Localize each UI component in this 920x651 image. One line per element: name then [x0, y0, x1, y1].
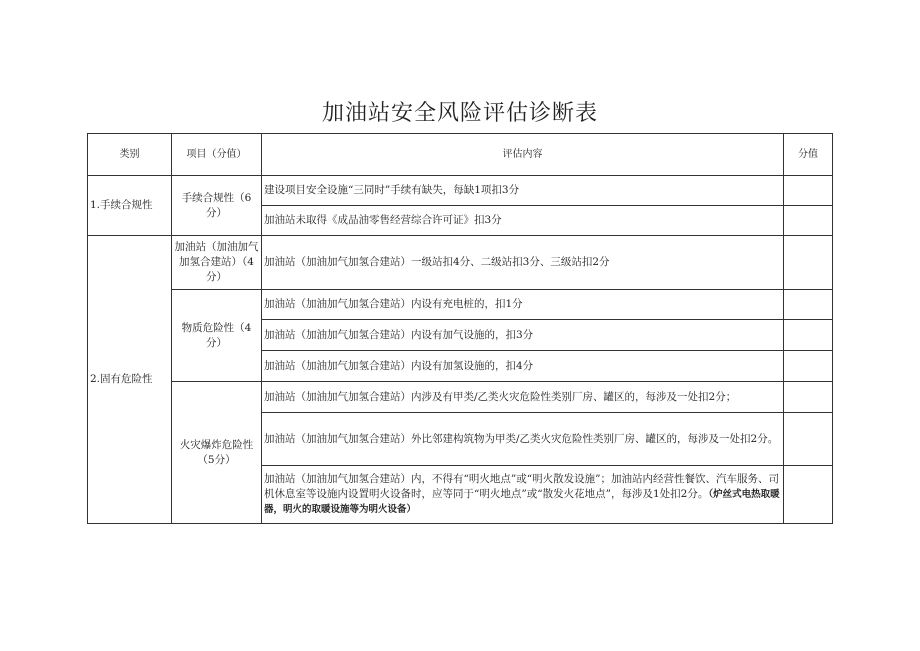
header-row	[88, 134, 833, 176]
score-cell[interactable]	[784, 290, 833, 320]
score-cell[interactable]	[784, 413, 833, 466]
content-cell: 建设项目安全设施“三同时”手续有缺失，每缺1项扣3分	[262, 176, 784, 206]
header-content: 评估内容	[262, 134, 784, 176]
item-cell: 加油站（加油加气加氢合建站）（4分）	[172, 236, 262, 290]
content-note: （炉丝式电热取暖器，明火的取暖设施等为明火设备）	[264, 489, 780, 515]
table-row	[88, 290, 833, 320]
header-item: 项目（分值）	[172, 134, 262, 176]
item-cell: 物质危险性（4分）	[172, 290, 262, 382]
content-cell: 加油站（加油加气加氢合建站）内设有加氢设施的，扣4分	[262, 351, 784, 382]
score-cell[interactable]	[784, 236, 833, 290]
header-score: 分值	[784, 134, 833, 176]
content-cell: 加油站（加油加气加氢合建站）一级站扣4分、二级站扣3分、三级站扣2分	[262, 236, 784, 290]
item-cell: 手续合规性（6分）	[172, 176, 262, 236]
table-row	[88, 382, 833, 413]
content-cell: 加油站未取得《成品油零售经营综合许可证》扣3分	[262, 206, 784, 236]
category-cell: 2.固有危险性	[88, 236, 172, 524]
content-cell: 加油站（加油加气加氢合建站）外比邻建构筑物为甲类/乙类火灾危险性类别厂房、罐区的，每涉及一处扣2分。	[262, 413, 784, 466]
table-row	[88, 236, 833, 290]
score-cell[interactable]	[784, 382, 833, 413]
content-cell	[262, 466, 784, 524]
item-cell: 火灾爆炸危险性（5分）	[172, 382, 262, 524]
table-row	[88, 176, 833, 206]
assessment-table	[87, 133, 833, 524]
score-cell[interactable]	[784, 206, 833, 236]
content-cell: 加油站（加油加气加氢合建站）内设有加气设施的，扣3分	[262, 320, 784, 351]
page-title: 加油站安全风险评估诊断表	[321, 101, 598, 126]
category-cell: 1.手续合规性	[88, 176, 172, 236]
score-cell[interactable]	[784, 320, 833, 351]
content-cell: 加油站（加油加气加氢合建站）内设有充电桩的，扣1分	[262, 290, 784, 320]
score-cell[interactable]	[784, 176, 833, 206]
content-text: 加油站（加油加气加氢合建站）内，不得有“明火地点”或“明火散发设施”；加油站内经营性餐饮、汽车服务、司机休息室等设施内设置明火设备时，应等同于“明火地点”或“散发火花地点”，每涉及1处扣2分。	[264, 473, 779, 500]
header-category: 类别	[88, 134, 172, 176]
score-cell[interactable]	[784, 351, 833, 382]
score-cell[interactable]	[784, 466, 833, 524]
content-cell: 加油站（加油加气加氢合建站）内涉及有甲类/乙类火灾危险性类别厂房、罐区的，每涉及一处扣2分；	[262, 382, 784, 413]
